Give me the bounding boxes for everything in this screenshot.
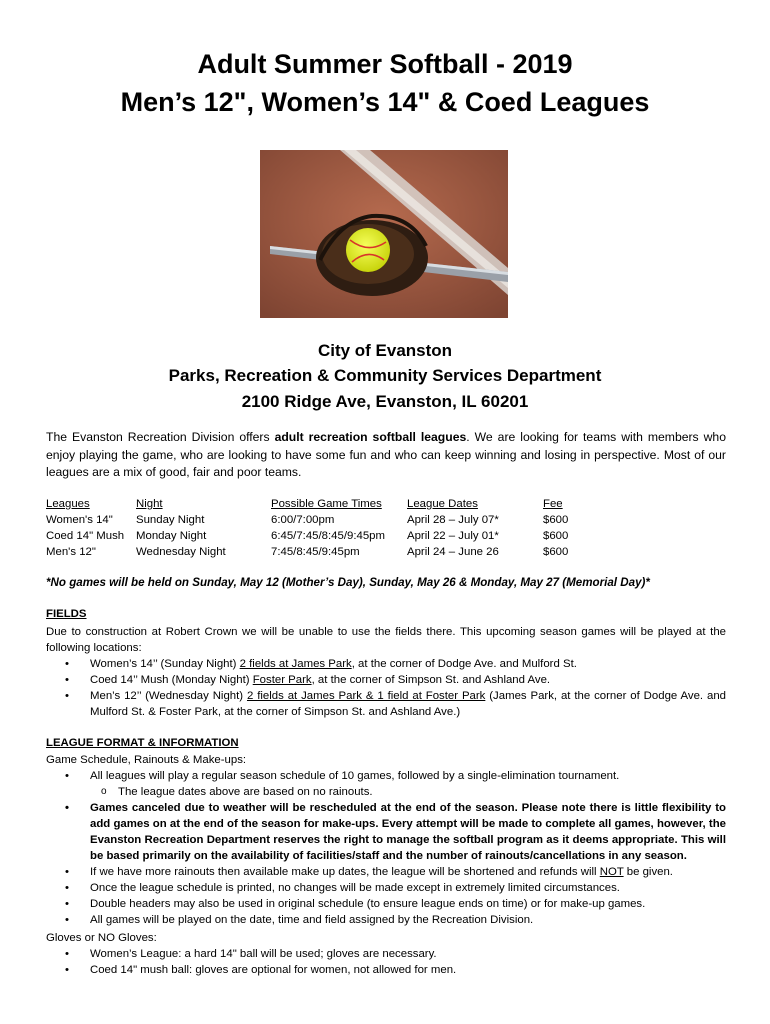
header-cell: Night — [136, 498, 163, 510]
org-name: City of Evanston — [317, 341, 453, 360]
header-cell: Fee — [543, 498, 563, 510]
table-cell: 7:45/8:45/9:45pm — [271, 546, 360, 558]
page-title: Adult Summer Softball - 2019 — [197, 49, 573, 79]
table-header-row — [46, 498, 603, 514]
list-item: • Coed 14" mush ball: gloves are optional for women, not allowed for men. — [46, 962, 726, 978]
schedule-subheading: Game Schedule, Rainouts & Make-ups: — [46, 754, 247, 766]
format-heading: LEAGUE FORMAT & INFORMATION — [46, 737, 239, 749]
fields-list — [46, 656, 726, 720]
intro-text-2: . We are looking for teams with members who enjoy playing the game, who are looking to have some fun and who can keep winning and losing in perspective. Most of our leagues are a mix of good, fair and poor teams. — [46, 430, 726, 479]
list-item: • Women’s League: a hard 14" ball will be used; gloves are necessary. — [46, 946, 726, 962]
table-cell: Wednesday Night — [136, 546, 226, 558]
intro-text-1: The Evanston Recreation Division offers — [46, 430, 275, 444]
header-cell: Leagues — [46, 498, 90, 510]
list-item: • Double headers may also be used in original schedule (to ensure league ends on time) or for make-up games. — [46, 896, 726, 912]
table-cell: 6:00/7:00pm — [271, 514, 335, 526]
list-subitem: o The league dates above are based on no rainouts. — [46, 784, 726, 800]
softball-photo — [260, 150, 508, 318]
gloves-subheading: Gloves or NO Gloves: — [46, 932, 157, 944]
no-games-notice: *No games will be held on Sunday, May 12 (Mother’s Day), Sunday, May 26 & Monday, May 27 (Memorial Day)* — [46, 576, 650, 589]
table-cell: Coed 14" Mush — [46, 530, 125, 542]
table-cell: Sunday Night — [136, 514, 205, 526]
header-cell: League Dates — [407, 498, 478, 510]
list-item: • Once the league schedule is printed, no changes will be made except in extremely limited circumstances. — [46, 880, 726, 896]
page-subtitle: Men’s 12", Women’s 14" & Coed Leagues — [120, 87, 650, 117]
fields-heading: FIELDS — [46, 608, 87, 620]
org-address: 2100 Ridge Ave, Evanston, IL 60201 — [241, 392, 529, 411]
header-cell: Possible Game Times — [271, 498, 382, 510]
table-cell: April 22 – July 01* — [407, 530, 499, 542]
list-item: • If we have more rainouts then available make up dates, the league will be shortened and refunds will NOT be given. — [46, 864, 726, 880]
intro-paragraph — [46, 429, 726, 482]
list-item: • All games will be played on the date, time and field assigned by the Recreation Division. — [46, 912, 726, 928]
list-item: • Coed 14’’ Mush (Monday Night) Foster Park, at the corner of Simpson St. and Ashland Ave. — [46, 672, 726, 688]
table-cell: 6:45/7:45/8:45/9:45pm — [271, 530, 385, 542]
league-table — [46, 498, 603, 562]
table-cell: April 28 – July 07* — [407, 514, 499, 526]
format-list — [46, 768, 726, 928]
list-item: • Men’s 12’’ (Wednesday Night) 2 fields at James Park & 1 field at Foster Park (James Park, at the corner of Dodge Ave. and Mulford St. & Foster Park, at the corner of Simpson St. and Ashland Ave.) — [46, 688, 726, 720]
table-row — [46, 514, 603, 530]
table-cell: $600 — [543, 514, 569, 526]
intro-bold: adult recreation softball leagues — [274, 430, 467, 444]
list-item: • All leagues will play a regular season schedule of 10 games, followed by a single-elimination tournament. — [46, 768, 726, 784]
table-cell: Monday Night — [136, 530, 207, 542]
table-row — [46, 546, 603, 562]
table-row — [46, 530, 603, 546]
fields-intro: Due to construction at Robert Crown we will be unable to use the fields there. This upcoming season games will be played at the following locations: — [46, 626, 726, 654]
table-cell: Men's 12" — [46, 546, 96, 558]
table-cell: $600 — [543, 530, 569, 542]
table-cell: Women's 14" — [46, 514, 113, 526]
list-item: • Women’s 14’’ (Sunday Night) 2 fields at James Park, at the corner of Dodge Ave. and Mulford St. — [46, 656, 726, 672]
table-cell: April 24 – June 26 — [407, 546, 499, 558]
org-department: Parks, Recreation & Community Services Department — [168, 366, 602, 385]
gloves-list — [46, 946, 726, 978]
list-item: • Games canceled due to weather will be rescheduled at the end of the season. Please note there is little flexibility to add games on at the end of the season for make-ups. Every attempt will be made to complete all games, however, the Evanston Recreation Department reserves the right to manage the softball program as it deems appropriate. This will be based primarily on the availability of facilities/staff and the number of rainouts/cancellations in any season. — [46, 800, 726, 864]
table-cell: $600 — [543, 546, 569, 558]
